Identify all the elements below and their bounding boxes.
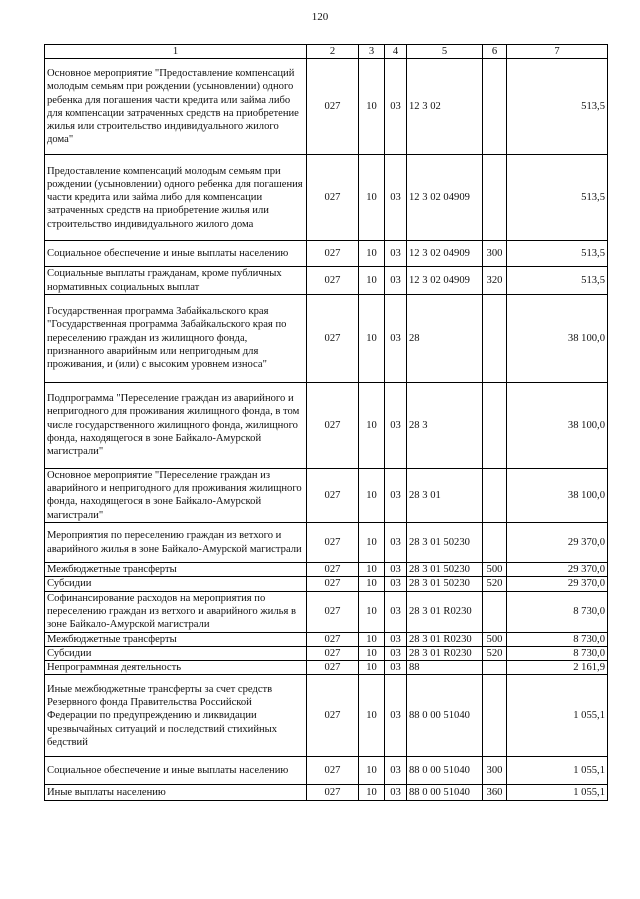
subsection-cell: 03 [385,632,407,646]
col-header-7: 7 [507,45,608,59]
section-cell: 10 [359,577,385,591]
section-cell: 10 [359,382,385,468]
section-cell: 10 [359,591,385,632]
amount-cell: 513,5 [507,155,608,241]
col-header-6: 6 [483,45,507,59]
table-row [45,523,608,563]
row-name-cell: Субсидии [45,577,307,591]
target-article-cell: 28 [407,294,483,382]
row-name-cell: Субсидии [45,646,307,660]
admin-code-cell: 027 [307,155,359,241]
amount-cell: 2 161,9 [507,661,608,675]
expense-type-cell [483,675,507,757]
amount-cell: 513,5 [507,241,608,267]
subsection-cell: 03 [385,591,407,632]
table-row [45,577,608,591]
subsection-cell: 03 [385,241,407,267]
amount-cell: 1 055,1 [507,757,608,785]
admin-code-cell: 027 [307,267,359,295]
target-article-cell: 28 3 01 50230 [407,563,483,577]
section-cell: 10 [359,661,385,675]
expense-type-cell: 500 [483,632,507,646]
subsection-cell: 03 [385,155,407,241]
col-header-4: 4 [385,45,407,59]
table-row [45,785,608,801]
amount-cell: 1 055,1 [507,785,608,801]
expense-type-cell: 520 [483,646,507,660]
amount-cell: 29 370,0 [507,577,608,591]
admin-code-cell: 027 [307,675,359,757]
row-name-cell: Предоставление компенсаций молодым семьям при рождении (усыновлении) одного ребенка для погашения части кредита или займа либо для компенсации затраченных средств на приобретение жилья или строительство индивидуального жилого дома [45,155,307,241]
section-cell: 10 [359,294,385,382]
target-article-cell: 12 3 02 04909 [407,267,483,295]
subsection-cell: 03 [385,382,407,468]
section-cell: 10 [359,241,385,267]
table-row [45,632,608,646]
row-name-cell: Основное мероприятие "Предоставление компенсаций молодым семьям при рождении (усыновлении) одного ребенка для погашения части кредита или займа либо для компенсации затраченных средств на приобретение жилья или строительство индивидуального жилого дома" [45,59,307,155]
admin-code-cell: 027 [307,59,359,155]
table-row [45,675,608,757]
col-header-2: 2 [307,45,359,59]
col-header-3: 3 [359,45,385,59]
row-name-cell: Социальное обеспечение и иные выплаты населению [45,757,307,785]
section-cell: 10 [359,59,385,155]
target-article-cell: 28 3 01 50230 [407,577,483,591]
amount-cell: 38 100,0 [507,468,608,522]
row-name-cell: Подпрограмма "Переселение граждан из аварийного и непригодного для проживания жилищного фонда, в том числе государственного жилищного фонда, жилищного фонда, находящегося в зоне Байкало-Амурской магистрали" [45,382,307,468]
admin-code-cell: 027 [307,294,359,382]
amount-cell: 8 730,0 [507,646,608,660]
target-article-cell: 28 3 01 [407,468,483,522]
subsection-cell: 03 [385,523,407,563]
expense-type-cell [483,59,507,155]
section-cell: 10 [359,757,385,785]
row-name-cell: Основное мероприятие "Переселение граждан из аварийного и непригодного для проживания жилищного фонда, находящегося в зоне Байкало-Амурской магистрали" [45,468,307,522]
expense-type-cell [483,591,507,632]
subsection-cell: 03 [385,757,407,785]
table-header-row [45,45,608,59]
admin-code-cell: 027 [307,632,359,646]
target-article-cell: 28 3 01 R0230 [407,632,483,646]
subsection-cell: 03 [385,267,407,295]
table-row [45,382,608,468]
expense-type-cell: 500 [483,563,507,577]
amount-cell: 38 100,0 [507,382,608,468]
row-name-cell: Иные межбюджетные трансферты за счет средств Резервного фонда Правительства Российской Федерации по предупреждению и ликвидации чрезвычайных ситуаций и последствий стихийных бедствий [45,675,307,757]
section-cell: 10 [359,675,385,757]
subsection-cell: 03 [385,577,407,591]
section-cell: 10 [359,563,385,577]
target-article-cell: 28 3 [407,382,483,468]
amount-cell: 8 730,0 [507,591,608,632]
row-name-cell: Софинансирование расходов на мероприятия по переселению граждан из ветхого и аварийного жилья в зоне Байкало-Амурской магистрали [45,591,307,632]
expense-type-cell [483,382,507,468]
admin-code-cell: 027 [307,661,359,675]
row-name-cell: Социальные выплаты гражданам, кроме публичных нормативных социальных выплат [45,267,307,295]
subsection-cell: 03 [385,563,407,577]
admin-code-cell: 027 [307,757,359,785]
table-row [45,59,608,155]
subsection-cell: 03 [385,661,407,675]
expense-type-cell [483,155,507,241]
expense-type-cell: 320 [483,267,507,295]
admin-code-cell: 027 [307,382,359,468]
table-row [45,241,608,267]
section-cell: 10 [359,468,385,522]
admin-code-cell: 027 [307,563,359,577]
amount-cell: 513,5 [507,59,608,155]
target-article-cell: 28 3 01 50230 [407,523,483,563]
section-cell: 10 [359,267,385,295]
target-article-cell: 88 0 00 51040 [407,757,483,785]
row-name-cell: Иные выплаты населению [45,785,307,801]
row-name-cell: Мероприятия по переселению граждан из ветхого и аварийного жилья в зоне Байкало-Амурской магистрали [45,523,307,563]
row-name-cell: Непрограммная деятельность [45,661,307,675]
subsection-cell: 03 [385,59,407,155]
target-article-cell: 12 3 02 04909 [407,155,483,241]
subsection-cell: 03 [385,646,407,660]
admin-code-cell: 027 [307,577,359,591]
row-name-cell: Социальное обеспечение и иные выплаты населению [45,241,307,267]
admin-code-cell: 027 [307,468,359,522]
expense-type-cell [483,523,507,563]
target-article-cell: 88 0 00 51040 [407,675,483,757]
page-number: 120 [311,11,329,23]
target-article-cell: 28 3 01 R0230 [407,646,483,660]
target-article-cell: 88 [407,661,483,675]
table-row [45,661,608,675]
target-article-cell: 12 3 02 04909 [407,241,483,267]
amount-cell: 38 100,0 [507,294,608,382]
subsection-cell: 03 [385,468,407,522]
row-name-cell: Межбюджетные трансферты [45,563,307,577]
amount-cell: 29 370,0 [507,523,608,563]
subsection-cell: 03 [385,294,407,382]
table-row [45,646,608,660]
amount-cell: 513,5 [507,267,608,295]
budget-table [44,44,608,801]
section-cell: 10 [359,646,385,660]
admin-code-cell: 027 [307,646,359,660]
target-article-cell: 28 3 01 R0230 [407,591,483,632]
expense-type-cell [483,294,507,382]
expense-type-cell: 520 [483,577,507,591]
expense-type-cell: 300 [483,757,507,785]
target-article-cell: 12 3 02 [407,59,483,155]
admin-code-cell: 027 [307,591,359,632]
amount-cell: 29 370,0 [507,563,608,577]
section-cell: 10 [359,785,385,801]
section-cell: 10 [359,632,385,646]
table-row [45,267,608,295]
table-row [45,294,608,382]
admin-code-cell: 027 [307,785,359,801]
expense-type-cell [483,468,507,522]
section-cell: 10 [359,523,385,563]
expense-type-cell [483,661,507,675]
expense-type-cell: 300 [483,241,507,267]
subsection-cell: 03 [385,675,407,757]
amount-cell: 1 055,1 [507,675,608,757]
table-row [45,757,608,785]
target-article-cell: 88 0 00 51040 [407,785,483,801]
section-cell: 10 [359,155,385,241]
row-name-cell: Межбюджетные трансферты [45,632,307,646]
table-row [45,591,608,632]
amount-cell: 8 730,0 [507,632,608,646]
table-row [45,155,608,241]
row-name-cell: Государственная программа Забайкальского края "Государственная программа Забайкальского края по переселению граждан из жилищного фонда, признанного аварийным или непригодным для проживания, и (или) с высоким уровнем износа" [45,294,307,382]
admin-code-cell: 027 [307,241,359,267]
table-row [45,468,608,522]
col-header-5: 5 [407,45,483,59]
subsection-cell: 03 [385,785,407,801]
admin-code-cell: 027 [307,523,359,563]
col-header-1: 1 [45,45,307,59]
table-row [45,563,608,577]
expense-type-cell: 360 [483,785,507,801]
